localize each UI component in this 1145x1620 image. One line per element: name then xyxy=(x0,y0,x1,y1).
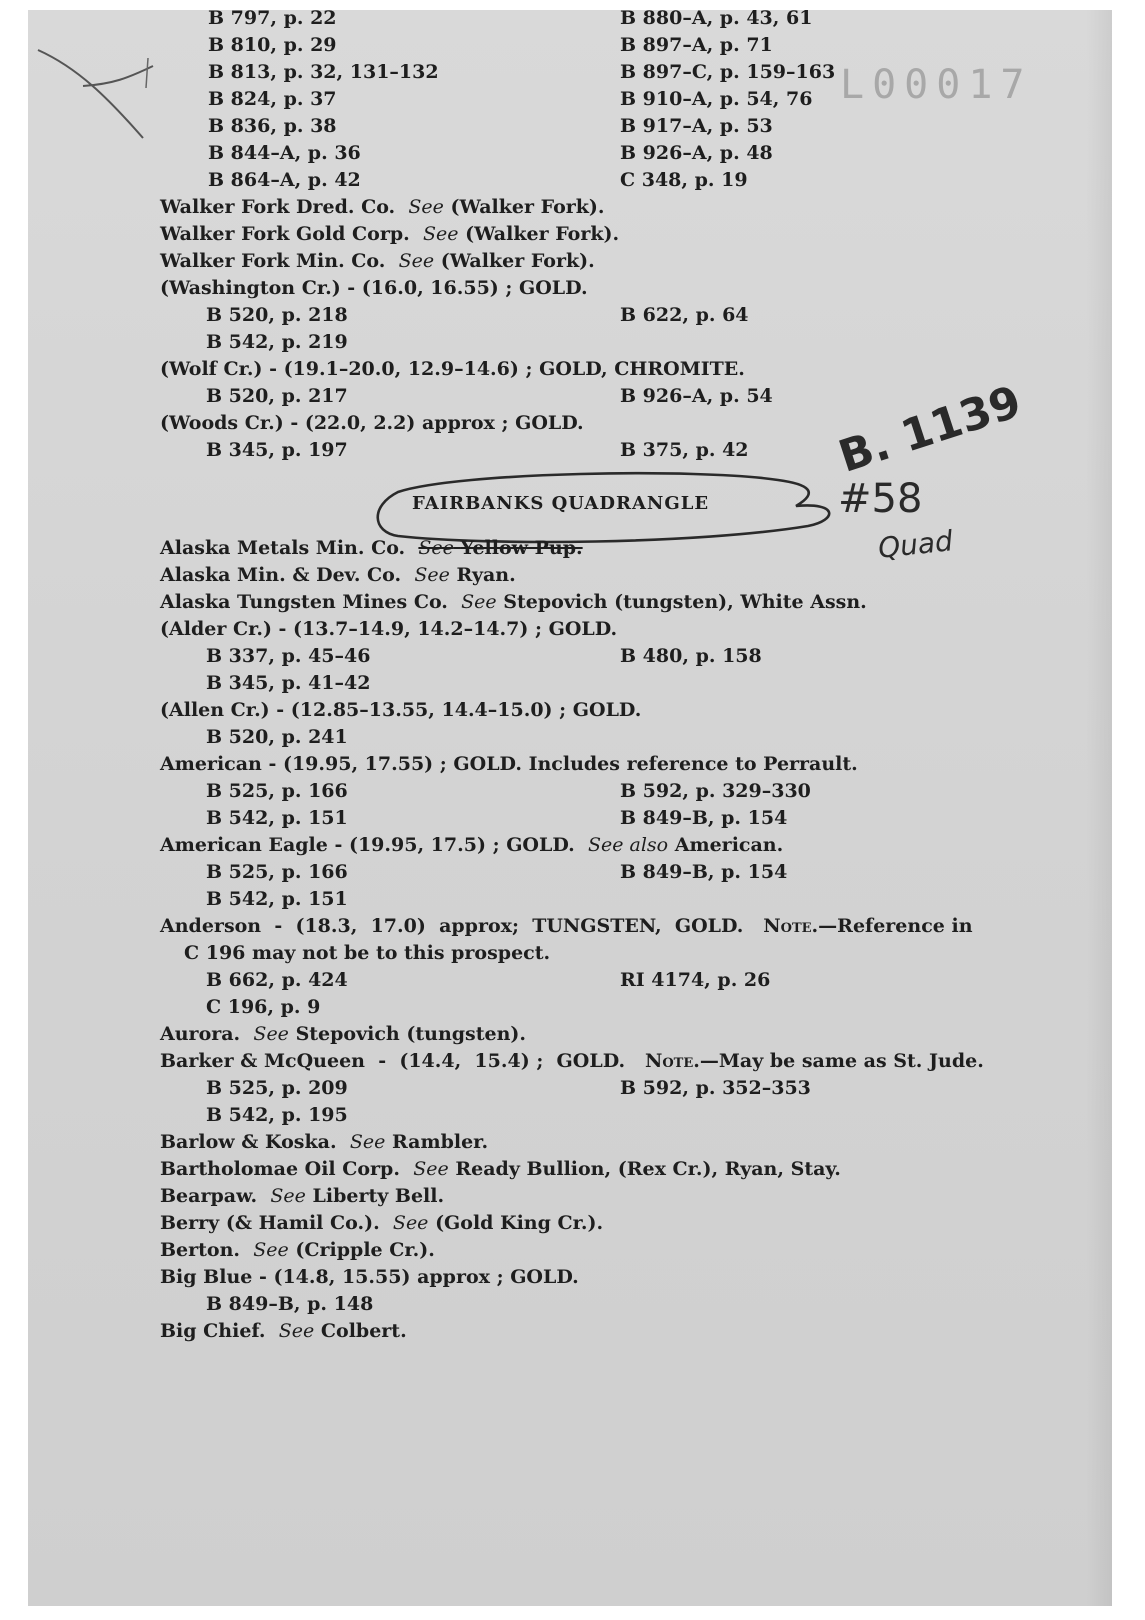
entry-name: Bartholomae Oil Corp. xyxy=(160,1158,400,1180)
entry-bearpaw xyxy=(160,1184,444,1208)
ref-line: B 345, p. 41–42 xyxy=(206,672,371,694)
ref-line: B 337, p. 45–46 xyxy=(206,645,371,667)
see-label: See xyxy=(392,1212,429,1234)
entry-allen-cr: (Allen Cr.) - (12.85–13.55, 14.4–15.0) ; GOLD. xyxy=(160,699,642,721)
ref-line: B 849–B, p. 154 xyxy=(620,861,788,883)
see-target: (Walker Fork). xyxy=(465,223,620,245)
ref-line: B 926–A, p. 48 xyxy=(620,142,773,164)
entry-name: Aurora. xyxy=(160,1023,241,1045)
entry-head: Barker & McQueen - (14.4, 15.4) ; GOLD. xyxy=(160,1050,626,1072)
entry-berton xyxy=(160,1238,435,1262)
ref-line: B 813, p. 32, 131–132 xyxy=(208,61,439,83)
entry-name: Walker Fork Min. Co. xyxy=(160,250,386,272)
ref-line: B 917–A, p. 53 xyxy=(620,115,773,137)
entry-head: American Eagle - (19.95, 17.5) ; GOLD. xyxy=(160,834,575,856)
ref-line: B 849–B, p. 148 xyxy=(206,1293,374,1315)
see-target: (Cripple Cr.). xyxy=(295,1239,435,1261)
entry-name: Walker Fork Gold Corp. xyxy=(160,223,410,245)
entry-walker-fork-dred xyxy=(160,195,605,219)
entry-walker-fork-gold xyxy=(160,222,619,246)
page-content xyxy=(28,10,1112,1606)
note-label: Note. xyxy=(644,1050,700,1072)
ref-line: B 542, p. 219 xyxy=(206,331,348,353)
see-label: See xyxy=(349,1131,386,1153)
see-label: See xyxy=(253,1023,289,1045)
see-label: See xyxy=(414,564,450,586)
see-target: Colbert. xyxy=(320,1320,407,1342)
ref-line: B 520, p. 217 xyxy=(206,385,348,407)
see-label: See xyxy=(461,591,497,613)
entry-woods-cr: (Woods Cr.) - (22.0, 2.2) approx ; GOLD. xyxy=(160,412,584,434)
ref-line: B 542, p. 195 xyxy=(206,1104,348,1126)
ref-line: B 824, p. 37 xyxy=(208,88,337,110)
ref-line: RI 4174, p. 26 xyxy=(620,969,771,991)
entry-name: Alaska Metals Min. Co. xyxy=(160,537,406,559)
handwritten-quad-label: Quad xyxy=(876,524,955,565)
ref-line: B 910–A, p. 54, 76 xyxy=(620,88,813,110)
ref-line: B 836, p. 38 xyxy=(208,115,337,137)
ref-line: B 525, p. 166 xyxy=(206,780,348,802)
entry-name: Bearpaw. xyxy=(160,1185,258,1207)
entry-alaska-tungsten xyxy=(160,590,867,614)
ref-line: B 849–B, p. 154 xyxy=(620,807,788,829)
entry-barker-mcqueen xyxy=(160,1049,984,1073)
entry-name: Alaska Tungsten Mines Co. xyxy=(160,591,448,613)
ref-line: B 880–A, p. 43, 61 xyxy=(620,10,813,29)
handwritten-quad-number: #58 xyxy=(838,476,923,522)
ref-line: B 542, p. 151 xyxy=(206,888,348,910)
see-target: American. xyxy=(674,834,784,856)
ref-line: B 375, p. 42 xyxy=(620,439,749,461)
faint-stamp: L00017 xyxy=(840,62,1033,108)
document-page xyxy=(28,10,1112,1606)
note-continuation: C 196 may not be to this prospect. xyxy=(184,942,551,964)
see-label: See xyxy=(413,1158,449,1180)
ref-line: B 622, p. 64 xyxy=(620,304,749,326)
see-label: See xyxy=(422,223,459,245)
ref-line: B 525, p. 209 xyxy=(206,1077,348,1099)
see-label: See also xyxy=(587,834,669,856)
ref-line: B 592, p. 352–353 xyxy=(620,1077,811,1099)
entry-name: Berry (& Hamil Co.). xyxy=(160,1212,380,1234)
see-target: Yellow Pup. xyxy=(460,537,583,559)
ref-line: B 592, p. 329–330 xyxy=(620,780,811,802)
see-target: Ready Bullion, (Rex Cr.), Ryan, Stay. xyxy=(455,1158,841,1180)
entry-berry xyxy=(160,1211,603,1235)
section-heading: FAIRBANKS QUADRANGLE xyxy=(412,493,710,514)
entry-alaska-min xyxy=(160,563,516,587)
entry-anderson xyxy=(160,914,973,938)
entry-wolf-cr: (Wolf Cr.) - (19.1–20.0, 12.9–14.6) ; GOLD, CHROMITE. xyxy=(160,358,745,380)
entry-name: Big Chief. xyxy=(160,1320,266,1342)
ref-line: C 348, p. 19 xyxy=(620,169,748,191)
see-target: (Walker Fork). xyxy=(440,250,595,272)
ref-line: B 810, p. 29 xyxy=(208,34,337,56)
ref-line: B 864–A, p. 42 xyxy=(208,169,361,191)
ref-line: B 662, p. 424 xyxy=(206,969,348,991)
ref-line: B 897–A, p. 71 xyxy=(620,34,773,56)
entry-aurora xyxy=(160,1022,526,1046)
entry-big-chief xyxy=(160,1319,407,1343)
note-text: —May be same as St. Jude. xyxy=(699,1050,984,1072)
see-label: See xyxy=(418,537,454,559)
see-label: See xyxy=(253,1239,289,1261)
ref-line: B 520, p. 218 xyxy=(206,304,348,326)
ref-line: B 897–C, p. 159–163 xyxy=(620,61,836,83)
ref-line: B 480, p. 158 xyxy=(620,645,762,667)
entry-head: Anderson - (18.3, 17.0) approx; TUNGSTEN, GOLD. xyxy=(160,915,744,937)
ref-line: B 345, p. 197 xyxy=(206,439,348,461)
entry-barlow-koska xyxy=(160,1130,488,1154)
see-target: Liberty Bell. xyxy=(312,1185,445,1207)
entry-washington-cr: (Washington Cr.) - (16.0, 16.55) ; GOLD. xyxy=(160,277,588,299)
ref-line: C 196, p. 9 xyxy=(206,996,321,1018)
ref-line: B 926–A, p. 54 xyxy=(620,385,773,407)
entry-bartholomae xyxy=(160,1157,841,1181)
ref-line: B 520, p. 241 xyxy=(206,726,348,748)
note-text: —Reference in xyxy=(818,915,973,937)
see-target: (Walker Fork). xyxy=(450,196,605,218)
ref-line: B 542, p. 151 xyxy=(206,807,348,829)
entry-walker-fork-min xyxy=(160,249,595,273)
handwritten-b-number: B. 1139 xyxy=(832,376,1028,483)
see-label: See xyxy=(278,1320,315,1342)
see-label: See xyxy=(408,196,444,218)
see-target: Rambler. xyxy=(391,1131,489,1153)
entry-alder-cr: (Alder Cr.) - (13.7–14.9, 14.2–14.7) ; GOLD. xyxy=(160,618,618,640)
note-label: Note. xyxy=(763,915,819,937)
entry-name: Alaska Min. & Dev. Co. xyxy=(160,564,402,586)
ref-line: B 525, p. 166 xyxy=(206,861,348,883)
entry-american: American - (19.95, 17.55) ; GOLD. Includes reference to Perrault. xyxy=(160,753,858,775)
entry-american-eagle xyxy=(160,833,783,857)
ref-line: B 844–A, p. 36 xyxy=(208,142,361,164)
ref-line: B 797, p. 22 xyxy=(208,10,337,29)
see-target: Stepovich (tungsten), White Assn. xyxy=(503,591,867,613)
see-label: See xyxy=(398,250,435,272)
see-target: (Gold King Cr.). xyxy=(435,1212,604,1234)
entry-name: Walker Fork Dred. Co. xyxy=(160,196,396,218)
entry-big-blue: Big Blue - (14.8, 15.55) approx ; GOLD. xyxy=(160,1266,579,1288)
see-label: See xyxy=(270,1185,306,1207)
entry-name: Berton. xyxy=(160,1239,241,1261)
entry-alaska-metals xyxy=(160,536,583,560)
see-target: Stepovich (tungsten). xyxy=(295,1023,527,1045)
see-target: Ryan. xyxy=(456,564,516,586)
entry-name: Barlow & Koska. xyxy=(160,1131,337,1153)
